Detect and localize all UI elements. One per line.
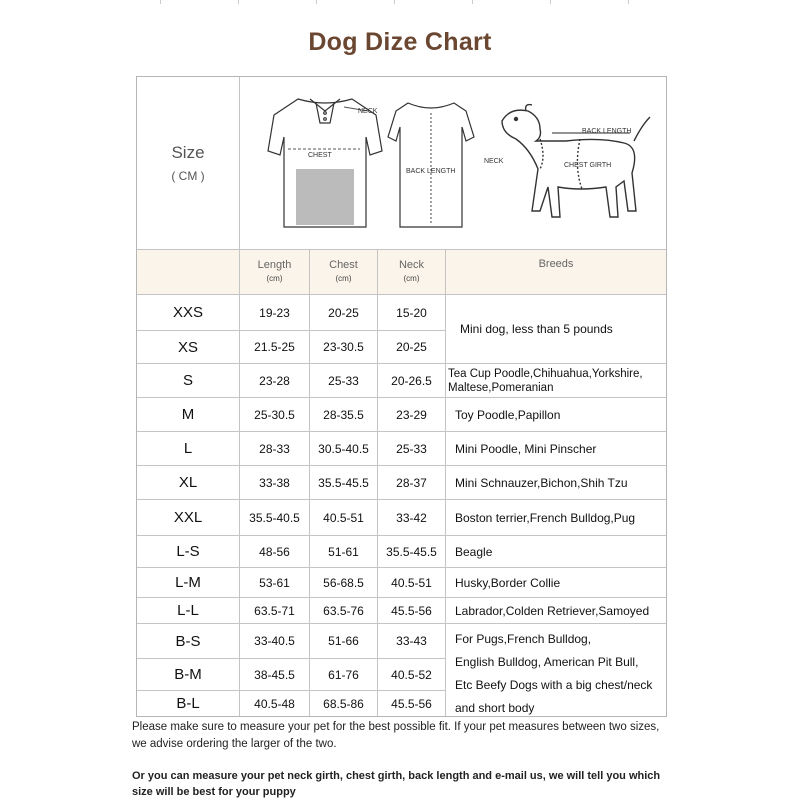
length-cell: 19-23 bbox=[259, 305, 290, 320]
neck-label-shirt: NECK bbox=[358, 108, 378, 115]
breed-line: and short body bbox=[455, 701, 535, 715]
chest-cell: 35.5-45.5 bbox=[318, 475, 369, 490]
size-cell: M bbox=[181, 406, 195, 423]
length-cell: 48-56 bbox=[259, 544, 290, 559]
length-cell: 33-38 bbox=[259, 475, 290, 490]
chest-cell: 56-68.5 bbox=[323, 575, 364, 590]
length-cell: 21.5-25 bbox=[254, 340, 295, 354]
breed-cell: Mini Poodle, Mini Pinscher bbox=[455, 441, 597, 456]
breed-cell: Mini Schnauzer,Bichon,Shih Tzu bbox=[455, 475, 628, 490]
breed-cell: Mini dog, less than 5 pounds bbox=[460, 322, 613, 336]
size-cell: S bbox=[182, 372, 193, 389]
neck-cell: 28-37 bbox=[396, 475, 427, 490]
breed-line: For Pugs,French Bulldog, bbox=[455, 632, 592, 646]
size-cell: L-L bbox=[177, 602, 199, 619]
neck-cell: 40.5-52 bbox=[391, 667, 432, 682]
size-unit: ( CM ) bbox=[171, 169, 205, 183]
neck-cell: 45.5-56 bbox=[391, 696, 432, 711]
shirt-gray-panel bbox=[296, 169, 354, 225]
breed-cell: Husky,Border Collie bbox=[455, 575, 561, 590]
chest-cell: 30.5-40.5 bbox=[318, 441, 369, 456]
size-cell: B-L bbox=[176, 695, 200, 712]
chest-cell: 23-30.5 bbox=[323, 340, 364, 354]
length-cell: 63.5-71 bbox=[254, 603, 295, 618]
neck-label-dog: NECK bbox=[484, 158, 504, 165]
top-divider bbox=[0, 0, 800, 4]
neck-cell: 40.5-51 bbox=[391, 575, 432, 590]
size-cell: L-S bbox=[176, 543, 200, 560]
neck-cell: 45.5-56 bbox=[391, 603, 432, 618]
size-cell: B-M bbox=[174, 666, 202, 683]
size-chart-table bbox=[136, 76, 667, 717]
chest-label-shirt: CHEST bbox=[308, 152, 332, 159]
chest-cell: 20-25 bbox=[328, 305, 359, 320]
chest-cell: 28-35.5 bbox=[323, 407, 364, 422]
size-label-cell bbox=[137, 77, 239, 249]
shirt-back-illustration bbox=[388, 103, 474, 227]
breed-cell: Labrador,Colden Retriever,Samoyed bbox=[455, 603, 650, 618]
breed-line: English Bulldog, American Pit Bull, bbox=[455, 655, 639, 669]
neck-cell: 15-20 bbox=[396, 305, 427, 320]
breed-cell: Boston terrier,French Bulldog,Pug bbox=[455, 510, 636, 525]
neck-cell: 23-29 bbox=[396, 407, 427, 422]
header-breeds: Breeds bbox=[538, 258, 574, 270]
chest-cell: 63.5-76 bbox=[323, 603, 364, 618]
chest-cell: 68.5-86 bbox=[323, 696, 364, 711]
length-cell: 35.5-40.5 bbox=[249, 510, 300, 525]
neck-cell: 20-25 bbox=[396, 340, 427, 354]
page-title: Dog Dize Chart bbox=[308, 28, 492, 56]
measurement-diagram bbox=[240, 77, 666, 249]
neck-cell: 20-26.5 bbox=[391, 373, 432, 388]
header-length: Length (cm) bbox=[257, 259, 292, 283]
chest-cell: 61-76 bbox=[328, 667, 359, 682]
size-cell: L-M bbox=[175, 574, 201, 591]
length-cell: 25-30.5 bbox=[254, 407, 295, 422]
size-cell: XL bbox=[178, 474, 198, 491]
neck-cell: 33-42 bbox=[396, 510, 427, 525]
chest-cell: 51-61 bbox=[328, 544, 359, 559]
header-neck: Neck (cm) bbox=[398, 259, 425, 283]
chest-cell: 51-66 bbox=[328, 634, 359, 648]
neck-cell: 35.5-45.5 bbox=[386, 544, 437, 559]
back-length-label-shirt: BACK LENGTH bbox=[406, 168, 456, 175]
size-cell: XXS bbox=[172, 304, 203, 321]
length-cell: 38-45.5 bbox=[254, 667, 295, 682]
size-cell: B-S bbox=[175, 632, 201, 650]
chest-girth-label-dog: CHEST GIRTH bbox=[564, 162, 612, 169]
size-label: Size bbox=[171, 143, 205, 162]
breed-cell: Toy Poodle,Papillon bbox=[455, 407, 561, 422]
dog-illustration bbox=[502, 105, 650, 217]
chest-cell: 25-33 bbox=[328, 373, 359, 388]
neck-cell: 33-43 bbox=[396, 634, 427, 648]
neck-cell: 25-33 bbox=[396, 441, 427, 456]
back-length-label-dog: BACK LENGTH bbox=[582, 128, 632, 135]
length-cell: 53-61 bbox=[259, 575, 290, 590]
length-cell: 33-40.5 bbox=[254, 634, 295, 648]
size-cell: XS bbox=[177, 338, 198, 356]
chest-cell: 40.5-51 bbox=[323, 510, 364, 525]
length-cell: 40.5-48 bbox=[254, 696, 295, 711]
measure-note: Please make sure to measure your pet for the best possible fit. If your pet measures between two sizes, we advise ordering the larger of the two. bbox=[132, 721, 660, 750]
contact-note: Or you can measure your pet neck girth, chest girth, back length and e-mail us, we will tell you which size will be best for your puppy bbox=[132, 770, 661, 798]
header-chest: Chest (cm) bbox=[329, 259, 358, 283]
breed-line: Etc Beefy Dogs with a big chest/neck bbox=[455, 678, 653, 692]
breed-cell: Beagle bbox=[455, 544, 493, 559]
size-cell: L bbox=[183, 440, 193, 457]
length-cell: 23-28 bbox=[259, 373, 290, 388]
big-breed-cell bbox=[446, 624, 666, 716]
length-cell: 28-33 bbox=[259, 441, 290, 456]
size-cell: XXL bbox=[173, 509, 203, 526]
breed-cell: Tea Cup Poodle,Chihuahua,Yorkshire, Maltese,Pomeranian bbox=[448, 367, 643, 394]
